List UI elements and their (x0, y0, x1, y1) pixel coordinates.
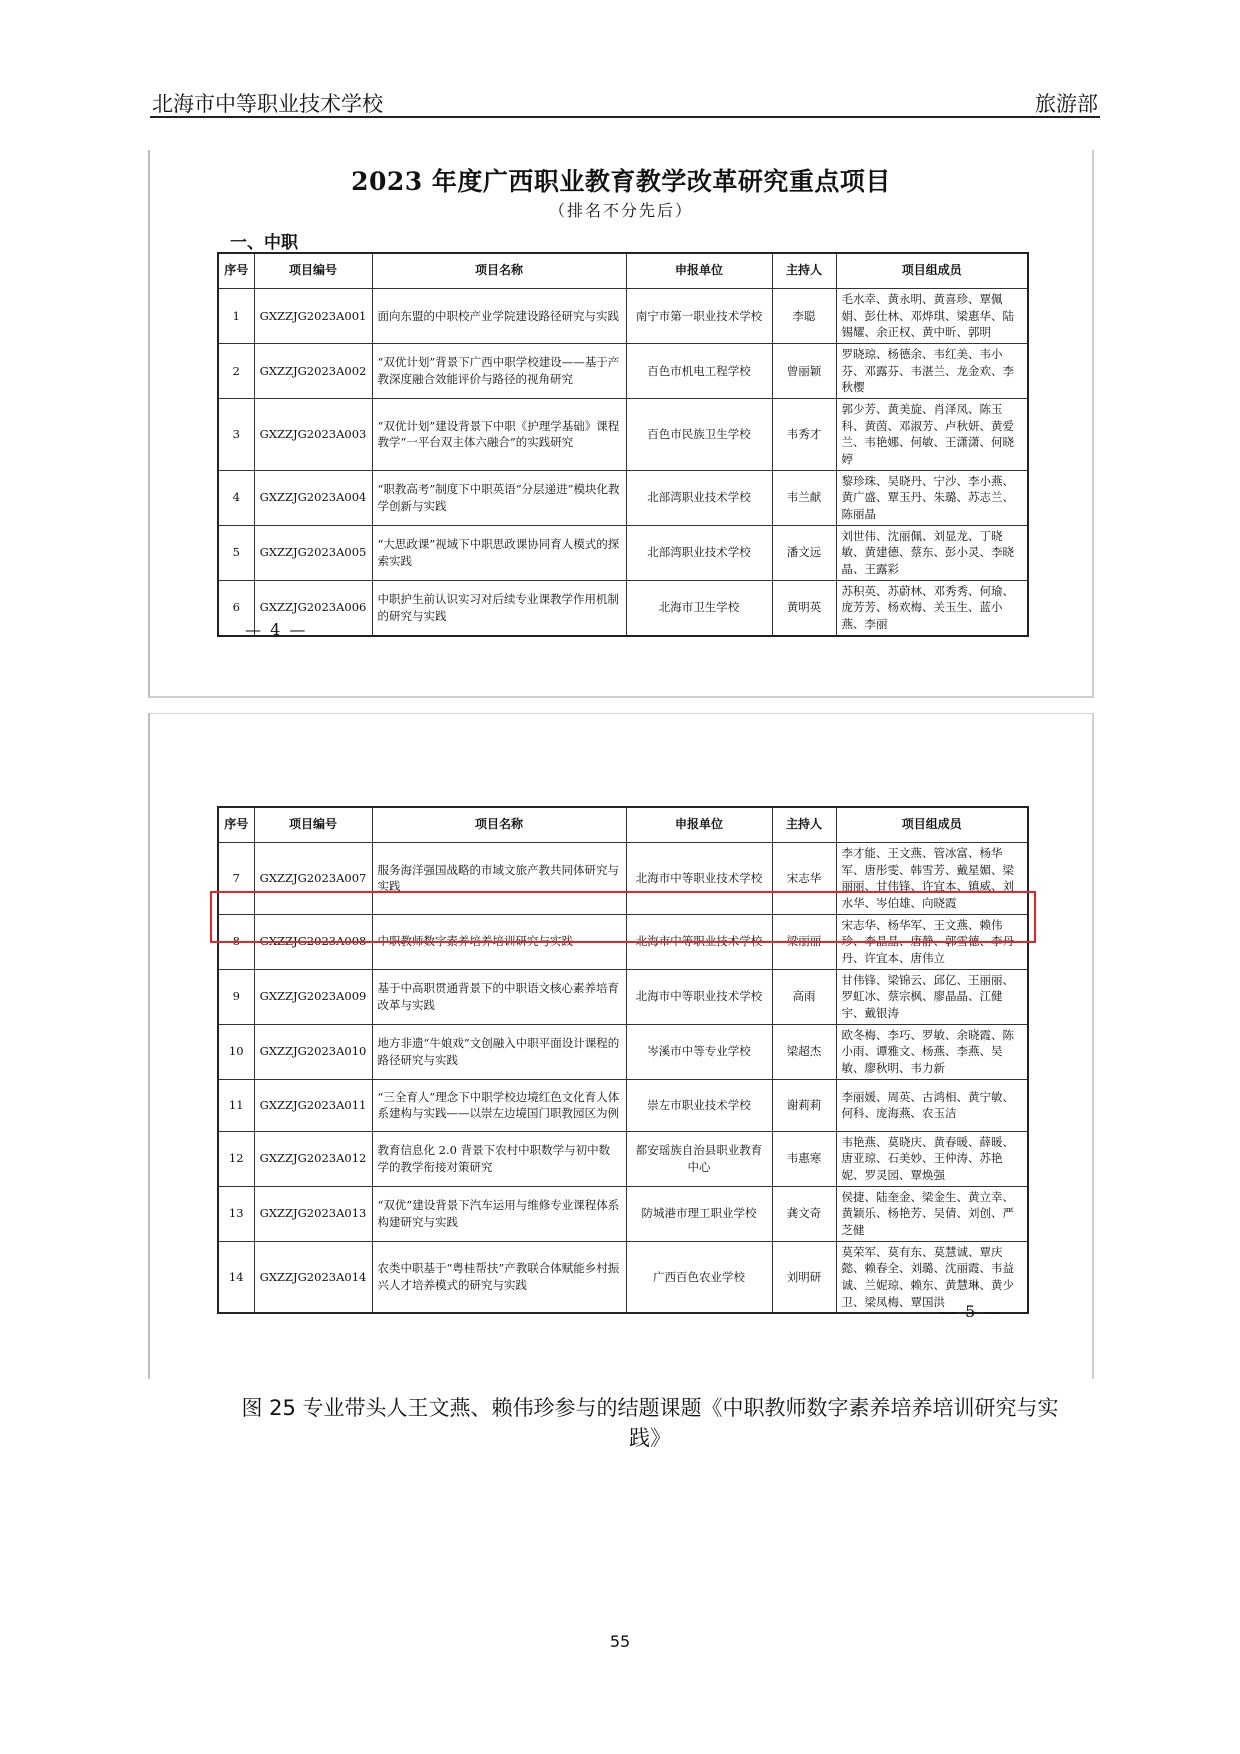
cell-unit: 北海市中等职业技术学校 (626, 969, 772, 1024)
table-row (218, 344, 1028, 399)
col-header-unit: 申报单位 (626, 253, 772, 289)
cell-unit: 都安瑶族自治县职业教育中心 (626, 1131, 772, 1186)
cell-host: 龚文奇 (772, 1186, 836, 1241)
cell-unit: 崇左市职业技术学校 (626, 1079, 772, 1131)
scan-page-mark-5: — 5 — (940, 1302, 1003, 1321)
cell-members: 毛水幸、黄永明、黄喜珍、覃佩娟、彭仕林、邓烨琪、梁惠华、陆锡耀、余正权、黄中昕、郭明 (836, 289, 1028, 344)
table-header-row (218, 253, 1028, 289)
cell-name: 地方非遗“牛娘戏”文创融入中职平面设计课程的路径研究与实践 (372, 1024, 626, 1079)
cell-code: GXZZJG2023A005 (254, 525, 372, 580)
caption-line-2: 践》 (629, 1426, 671, 1451)
cell-no: 7 (218, 843, 254, 915)
cell-no: 1 (218, 289, 254, 344)
cell-name: 面向东盟的中职校产业学院建设路径研究与实践 (372, 289, 626, 344)
cell-no: 4 (218, 470, 254, 525)
cell-unit: 南宁市第一职业技术学校 (626, 289, 772, 344)
header-school: 北海市中等职业技术学校 (152, 92, 383, 116)
cell-members: 刘世伟、沈丽佩、刘显龙、丁晓敏、黄建德、蔡东、彭小灵、李晓晶、王露彩 (836, 525, 1028, 580)
cell-unit: 北海市中等职业技术学校 (626, 843, 772, 915)
cell-unit: 北部湾职业技术学校 (626, 525, 772, 580)
cell-name: 中职护生前认识实习对后续专业课教学作用机制的研究与实践 (372, 580, 626, 636)
table-row (218, 289, 1028, 344)
cell-members: 宋志华、杨华军、王文燕、赖伟珍、李晶晶、唐静、郭雪德、李丹丹、许宜本、唐伟立 (836, 914, 1028, 969)
scanned-page-2 (148, 713, 1094, 1379)
table-row-highlighted (218, 914, 1028, 969)
col-header-no: 序号 (218, 807, 254, 843)
project-table-1 (217, 252, 1029, 637)
doc-title: 2023 年度广西职业教育教学改革研究重点项目 (351, 167, 891, 196)
cell-unit: 防城港市理工职业学校 (626, 1186, 772, 1241)
cell-code: GXZZJG2023A001 (254, 289, 372, 344)
table-row (218, 525, 1028, 580)
cell-name: “双优计划”建设背景下中职《护理学基础》课程教学“一平台双主体六融合”的实践研究 (372, 399, 626, 471)
cell-name: “双优计划”背景下广西中职学校建设——基于产教深度融合效能评价与路径的视角研究 (372, 344, 626, 399)
cell-unit: 北海市卫生学校 (626, 580, 772, 636)
col-header-members: 项目组成员 (836, 253, 1028, 289)
cell-code: GXZZJG2023A009 (254, 969, 372, 1024)
header-department: 旅游部 (1035, 92, 1098, 116)
col-header-code: 项目编号 (254, 807, 372, 843)
cell-code: GXZZJG2023A006 (254, 580, 372, 636)
cell-host: 曾丽颖 (772, 344, 836, 399)
cell-no: 5 (218, 525, 254, 580)
cell-no: 3 (218, 399, 254, 471)
cell-name: “双优”建设背景下汽车运用与维修专业课程体系构建研究与实践 (372, 1186, 626, 1241)
cell-code: GXZZJG2023A007 (254, 843, 372, 915)
table-row (218, 1079, 1028, 1131)
cell-name: “职教高考”制度下中职英语“分层递进”模块化教学创新与实践 (372, 470, 626, 525)
cell-unit: 岑溪市中等专业学校 (626, 1024, 772, 1079)
cell-members: 莫荣军、莫有东、莫慧诚、覃庆懿、赖春全、刘璐、沈丽霞、韦益诚、兰妮琼、赖东、黄慧琳、黄少卫、梁凤梅、覃国洪 (836, 1241, 1028, 1313)
col-header-unit: 申报单位 (626, 807, 772, 843)
cell-unit: 北部湾职业技术学校 (626, 470, 772, 525)
table-row (218, 1186, 1028, 1241)
section-label: 一、中职 (230, 233, 298, 253)
table-header-row (218, 807, 1028, 843)
cell-unit: 百色市民族卫生学校 (626, 399, 772, 471)
cell-no: 12 (218, 1131, 254, 1186)
cell-code: GXZZJG2023A011 (254, 1079, 372, 1131)
scan-page-mark-4: — 4 — (245, 620, 308, 639)
table-row (218, 1024, 1028, 1079)
cell-name: “大思政课”视域下中职思政课协同育人模式的探索实践 (372, 525, 626, 580)
col-header-code: 项目编号 (254, 253, 372, 289)
cell-host: 梁超杰 (772, 1024, 836, 1079)
cell-host: 黄明英 (772, 580, 836, 636)
cell-name: 服务海洋强国战略的市域文旅产教共同体研究与实践 (372, 843, 626, 915)
cell-members: 郭少芳、黄美旋、肖泽凤、陈玉科、黄茵、邓淑芳、卢秋妍、黄爱兰、韦艳娜、何敏、王潇潇、何晓婷 (836, 399, 1028, 471)
cell-no: 13 (218, 1186, 254, 1241)
cell-host: 潘文远 (772, 525, 836, 580)
cell-name: 中职教师数字素养培养培训研究与实践 (372, 914, 626, 969)
header-rule (150, 116, 1100, 118)
cell-code: GXZZJG2023A004 (254, 470, 372, 525)
cell-host: 韦秀才 (772, 399, 836, 471)
cell-name: 基于中高职贯通背景下的中职语文核心素养培育改革与实践 (372, 969, 626, 1024)
cell-no: 8 (218, 914, 254, 969)
cell-code: GXZZJG2023A014 (254, 1241, 372, 1313)
table-row (218, 1241, 1028, 1313)
cell-code: GXZZJG2023A008 (254, 914, 372, 969)
cell-host: 刘明研 (772, 1241, 836, 1313)
table-row (218, 1131, 1028, 1186)
cell-no: 10 (218, 1024, 254, 1079)
cell-name: 教育信息化 2.0 背景下农村中职数学与初中数学的教学衔接对策研究 (372, 1131, 626, 1186)
cell-members: 李才能、王文燕、管冰富、杨华军、唐彤雯、韩雪芳、戴星媚、梁丽丽、甘伟锋、许宜本、镇威、刘水华、岑伯雄、向晓霞 (836, 843, 1028, 915)
table-row (218, 399, 1028, 471)
table-row (218, 969, 1028, 1024)
cell-no: 9 (218, 969, 254, 1024)
cell-code: GXZZJG2023A003 (254, 399, 372, 471)
caption-line-1: 图 25 专业带头人王文燕、赖伟珍参与的结题课题《中职教师数字素养培养培训研究与实 (241, 1396, 1059, 1420)
col-header-name: 项目名称 (372, 807, 626, 843)
col-header-host: 主持人 (772, 253, 836, 289)
cell-name: 农类中职基于“粤桂帮扶”产教联合体赋能乡村振兴人才培养模式的研究与实践 (372, 1241, 626, 1313)
cell-members: 韦艳燕、莫晓庆、黄春暖、薛暖、唐亚琼、石美妙、王仲涛、苏艳妮、罗灵园、覃焕强 (836, 1131, 1028, 1186)
cell-members: 甘伟锋、梁锦云、邱亿、王丽丽、罗虹冰、蔡宗枫、廖晶晶、江健宇、戴银涛 (836, 969, 1028, 1024)
cell-host: 韦惠寒 (772, 1131, 836, 1186)
cell-members: 侯捷、陆奎金、梁金生、黄立幸、黄颖乐、杨艳芳、吴倩、刘创、严芝健 (836, 1186, 1028, 1241)
col-header-name: 项目名称 (372, 253, 626, 289)
table-row (218, 843, 1028, 915)
col-header-host: 主持人 (772, 807, 836, 843)
table-row (218, 470, 1028, 525)
scanned-page-1 (148, 150, 1094, 698)
cell-unit: 广西百色农业学校 (626, 1241, 772, 1313)
cell-no: 6 (218, 580, 254, 636)
cell-host: 宋志华 (772, 843, 836, 915)
cell-host: 韦兰献 (772, 470, 836, 525)
cell-code: GXZZJG2023A013 (254, 1186, 372, 1241)
col-header-no: 序号 (218, 253, 254, 289)
cell-unit: 北海市中等职业技术学校 (626, 914, 772, 969)
page-number: 55 (609, 1632, 631, 1651)
cell-no: 2 (218, 344, 254, 399)
cell-no: 11 (218, 1079, 254, 1131)
cell-no: 14 (218, 1241, 254, 1313)
cell-host: 李聪 (772, 289, 836, 344)
doc-subtitle: （排名不分先后） (548, 201, 693, 220)
cell-members: 苏积英、苏蔚林、邓秀秀、何瑜、庞芳芳、杨欢梅、关玉生、蓝小燕、李丽 (836, 580, 1028, 636)
cell-members: 罗晓琼、杨德余、韦红美、韦小芬、邓露芬、韦湛兰、龙金欢、李秋樱 (836, 344, 1028, 399)
table-row (218, 580, 1028, 636)
figure-caption (210, 1393, 1090, 1454)
project-table-2 (217, 806, 1029, 1314)
cell-host: 高雨 (772, 969, 836, 1024)
cell-code: GXZZJG2023A002 (254, 344, 372, 399)
cell-code: GXZZJG2023A012 (254, 1131, 372, 1186)
cell-host: 谢莉莉 (772, 1079, 836, 1131)
cell-members: 黎珍珠、吴晓丹、宁沙、李小燕、黄广盛、覃玉丹、朱璐、苏志兰、陈丽晶 (836, 470, 1028, 525)
cell-members: 欧冬梅、李巧、罗敏、余晓霞、陈小雨、谭雅文、杨燕、李燕、吴敏、廖秋明、韦力新 (836, 1024, 1028, 1079)
cell-host: 梁丽丽 (772, 914, 836, 969)
cell-members: 李丽媛、周英、古鸿相、黄宁敏、何科、庞海燕、农玉洁 (836, 1079, 1028, 1131)
col-header-members: 项目组成员 (836, 807, 1028, 843)
cell-unit: 百色市机电工程学校 (626, 344, 772, 399)
cell-code: GXZZJG2023A010 (254, 1024, 372, 1079)
cell-name: “三全育人”理念下中职学校边境红色文化育人体系建构与实践——以崇左边境国门职教园区为例 (372, 1079, 626, 1131)
